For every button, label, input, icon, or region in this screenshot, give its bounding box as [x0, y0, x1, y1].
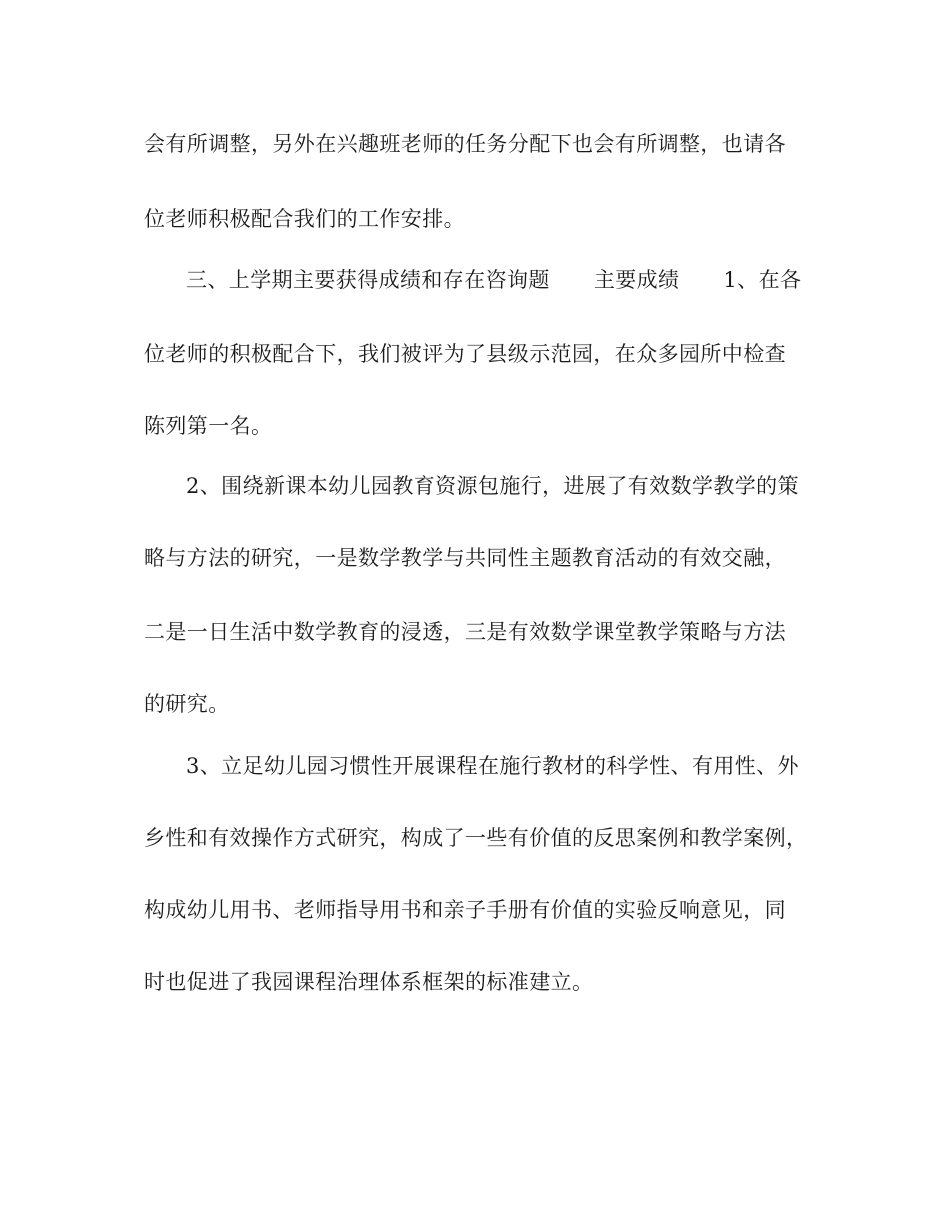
- subheading-main-achievements: 主要成绩: [593, 268, 680, 292]
- text-line: 位老师的积极配合下，我们被评为了县级示范园，在众多园所中检查: [144, 342, 786, 366]
- text-line: 乡性和有效操作方式研究，构成了一些有价值的反思案例和教学案例，: [144, 826, 808, 850]
- paragraph-start: 2、围绕新课本幼儿园教育资源包施行，进展了有效数学教学的策: [186, 474, 799, 498]
- list-item-number: 1、在各: [723, 268, 802, 292]
- section-heading: 三、上学期主要获得成绩和存在咨询题: [186, 268, 550, 292]
- paragraph-start: 3、立足幼儿园习惯性开展课程在施行教材的科学性、有用性、外: [186, 754, 799, 778]
- text-line: 会有所调整，另外在兴趣班老师的任务分配下也会有所调整，也请各: [144, 132, 786, 156]
- text-line: 时也促进了我园课程治理体系框架的标准建立。: [144, 970, 594, 994]
- text-line: 的研究。: [144, 692, 230, 716]
- text-line: 位老师积极配合我们的工作安排。: [144, 207, 465, 231]
- text-line: 陈列第一名。: [144, 414, 273, 438]
- text-line: 构成幼儿用书、老师指导用书和亲子手册有价值的实验反响意见，同: [144, 898, 786, 922]
- text-line: 略与方法的研究，一是数学教学与共同性主题教育活动的有效交融，: [144, 546, 786, 570]
- text-line: 二是一日生活中数学教育的浸透，三是有效数学课堂教学策略与方法: [144, 620, 786, 644]
- section-heading-line: [186, 267, 801, 293]
